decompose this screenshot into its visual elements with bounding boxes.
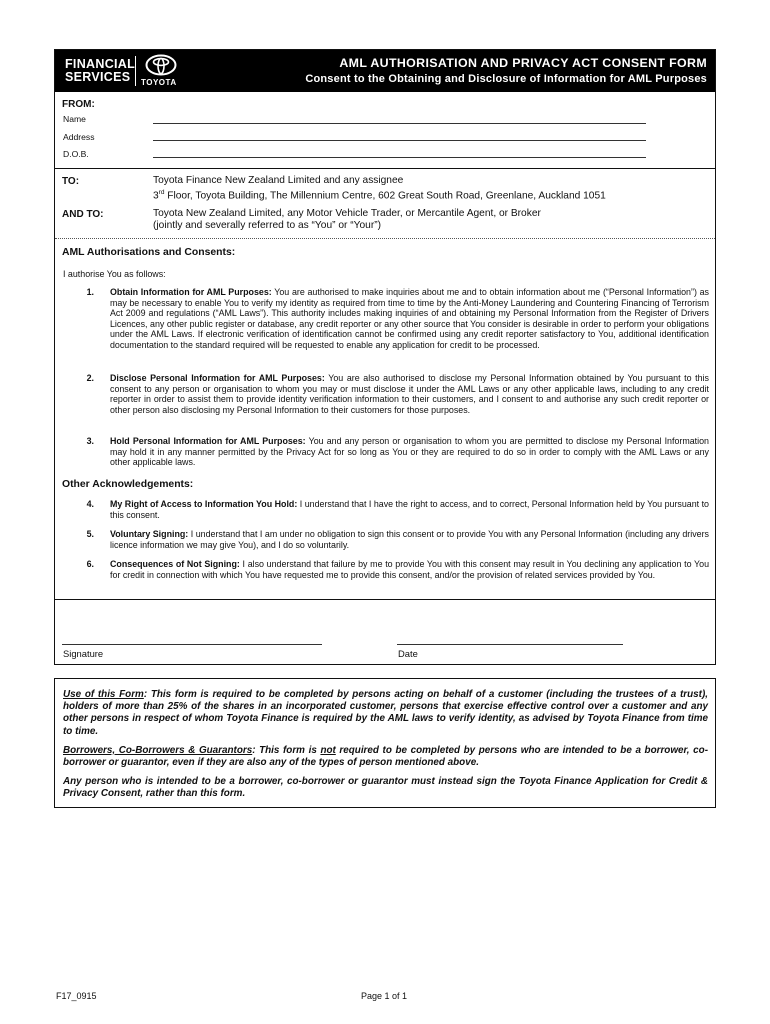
aml-item-1 bbox=[110, 287, 709, 351]
aml-item-3 bbox=[110, 436, 709, 468]
item-number: 4. bbox=[86, 499, 94, 509]
item-text: You are authorised to make inquiries about me and to obtain information about me (“Personal Information”) as may be necessary to enable You to verify my identity as required from time to time by the Anti-Money Laundering and Countering Financing of Terrorism Act 2009 and regulations (“AML Laws”). This authority includes making inquiries of and obtaining my Personal Information from the Register of Drivers Licences, any other public register or database, any credit reporter or any other source that You consider is desirable in order to perform your obligations under the AML Laws. If electronic verification of identification cannot be confirmed using any credit reporter satisfactory to You, additional identification documentation to the standard required will be requested to enable any application for credit to be processed. bbox=[110, 287, 709, 350]
other-item-6 bbox=[110, 559, 709, 580]
item-text: I also understand that failure by me to provide You with this consent may result in You declining any application to You for credit in connection with which You have requested me to provide this consent, and/or the provision of related services provided by You. bbox=[110, 559, 710, 580]
from-heading: FROM: bbox=[62, 99, 95, 110]
item-text: I understand that I am under no obligation to sign this consent or to provide You with any Personal Information (including any drivers licence information we may give You), and I do so voluntarily. bbox=[110, 529, 709, 550]
form-code: F17_0915 bbox=[56, 991, 97, 1001]
item-title: Disclose Personal Information for AML Purposes: bbox=[110, 373, 325, 383]
form-header bbox=[55, 50, 715, 92]
address-label: Address bbox=[63, 132, 95, 142]
item-title: Consequences of Not Signing: bbox=[110, 559, 240, 569]
note-text: required to be completed by persons who are intended to be a borrower, co-borrower or guarantor, even if they are also any of the types of person mentioned above. bbox=[63, 744, 708, 769]
consent-form bbox=[54, 49, 716, 665]
signature-field[interactable] bbox=[62, 644, 322, 645]
to-line2 bbox=[153, 187, 606, 202]
item-text: You are also authorised to disclose my Personal Information obtained by You pursuant to this consent to any person or organisation to whom you may or must disclose it under the AML Laws or any other applicable laws, including to any credit reporter in order to assist them to provide identity verification information to their customers, and I consent to and authorise any such credit reporter or other person also disclosing my Personal Information to their customers for those purposes. bbox=[110, 373, 709, 415]
item-number: 5. bbox=[86, 529, 94, 539]
name-label: Name bbox=[63, 114, 86, 124]
and-to-line2: (jointly and severally referred to as “You” or “Your”) bbox=[153, 220, 381, 231]
note-emphasis: not bbox=[320, 744, 336, 756]
toyota-logo-icon bbox=[145, 54, 177, 76]
item-number: 3. bbox=[86, 436, 94, 446]
date-field[interactable] bbox=[397, 644, 623, 645]
page-number: Page 1 of 1 bbox=[361, 991, 408, 1001]
item-number: 1. bbox=[86, 287, 94, 297]
aml-intro: I authorise You as follows: bbox=[63, 269, 166, 279]
other-item-5 bbox=[110, 529, 709, 550]
note-borrower-instruction bbox=[63, 776, 708, 800]
aml-item-2 bbox=[110, 373, 709, 415]
note-borrowers bbox=[63, 745, 708, 769]
and-to-label: AND TO: bbox=[62, 209, 104, 220]
signature-label: Signature bbox=[63, 648, 104, 659]
item-text: I understand that I have the right to access, and to correct, Personal Information held by You pursuant to this consent. bbox=[110, 499, 709, 520]
note-text: Any person who is intended to be a borrower, co-borrower or guarantor must instead sign the Toyota Finance Application for Credit & Privacy Consent, rather than this form. bbox=[63, 776, 708, 800]
to-line1: Toyota Finance New Zealand Limited and any assignee bbox=[153, 175, 404, 186]
other-heading: Other Acknowledgements: bbox=[62, 479, 194, 490]
item-number: 6. bbox=[86, 559, 94, 569]
brand-logo-word: TOYOTA bbox=[141, 78, 177, 87]
and-to-line1: Toyota New Zealand Limited, any Motor Vehicle Trader, or Mercantile Agent, or Broker bbox=[153, 208, 541, 219]
section-divider bbox=[55, 168, 715, 169]
section-divider bbox=[55, 599, 715, 600]
item-title: Hold Personal Information for AML Purposes: bbox=[110, 436, 306, 446]
to-floor-num: 3 bbox=[153, 190, 159, 202]
section-divider bbox=[55, 238, 715, 239]
form-subtitle: Consent to the Obtaining and Disclosure of Information for AML Purposes bbox=[305, 73, 707, 85]
brand-line1: FINANCIAL bbox=[65, 57, 136, 71]
item-title: Voluntary Signing: bbox=[110, 529, 189, 539]
to-label: TO: bbox=[62, 176, 80, 187]
dob-label: D.O.B. bbox=[63, 149, 89, 159]
note-use-of-form bbox=[63, 689, 708, 738]
notes-box bbox=[54, 678, 716, 808]
brand-line2: SERVICES bbox=[65, 70, 131, 84]
to-floor-sup: rd bbox=[158, 189, 165, 196]
brand-text bbox=[65, 58, 135, 84]
other-item-4 bbox=[110, 499, 709, 520]
to-address: Floor, Toyota Building, The Millennium Centre, 602 Great South Road, Greenlane, Auckland 1051 bbox=[164, 190, 606, 202]
header-divider bbox=[135, 56, 136, 86]
name-field[interactable] bbox=[153, 123, 646, 124]
item-title: My Right of Access to Information You Hold: bbox=[110, 499, 298, 509]
item-number: 2. bbox=[86, 373, 94, 383]
item-text: You and any person or organisation to whom you are permitted to disclose my Personal Information may hold it in any manner permitted by the Privacy Act for so long as You or they are required to do so in order to comply with the AML Laws or any other applicable laws. bbox=[110, 436, 709, 468]
note-text: : This form is bbox=[252, 744, 321, 756]
note-title: Borrowers, Co-Borrowers & Guarantors bbox=[63, 744, 253, 756]
note-text: : This form is required to be completed by persons acting on behalf of a customer (including the trustees of a trust), holders of more than 25% of the shares in an incorporated customer, persons that exercise effective control over a customer and any other persons in respect of whom Toyota Finance is required by the AML laws to verify identity, as advised by Toyota Finance from time to time. bbox=[63, 689, 708, 737]
item-title: Obtain Information for AML Purposes: bbox=[110, 287, 272, 297]
form-title: AML AUTHORISATION AND PRIVACY ACT CONSENT FORM bbox=[339, 56, 707, 70]
note-title: Use of this Form bbox=[63, 689, 144, 700]
address-field[interactable] bbox=[153, 140, 646, 141]
aml-heading: AML Authorisations and Consents: bbox=[62, 247, 236, 258]
date-label: Date bbox=[398, 648, 418, 659]
dob-field[interactable] bbox=[153, 157, 646, 158]
